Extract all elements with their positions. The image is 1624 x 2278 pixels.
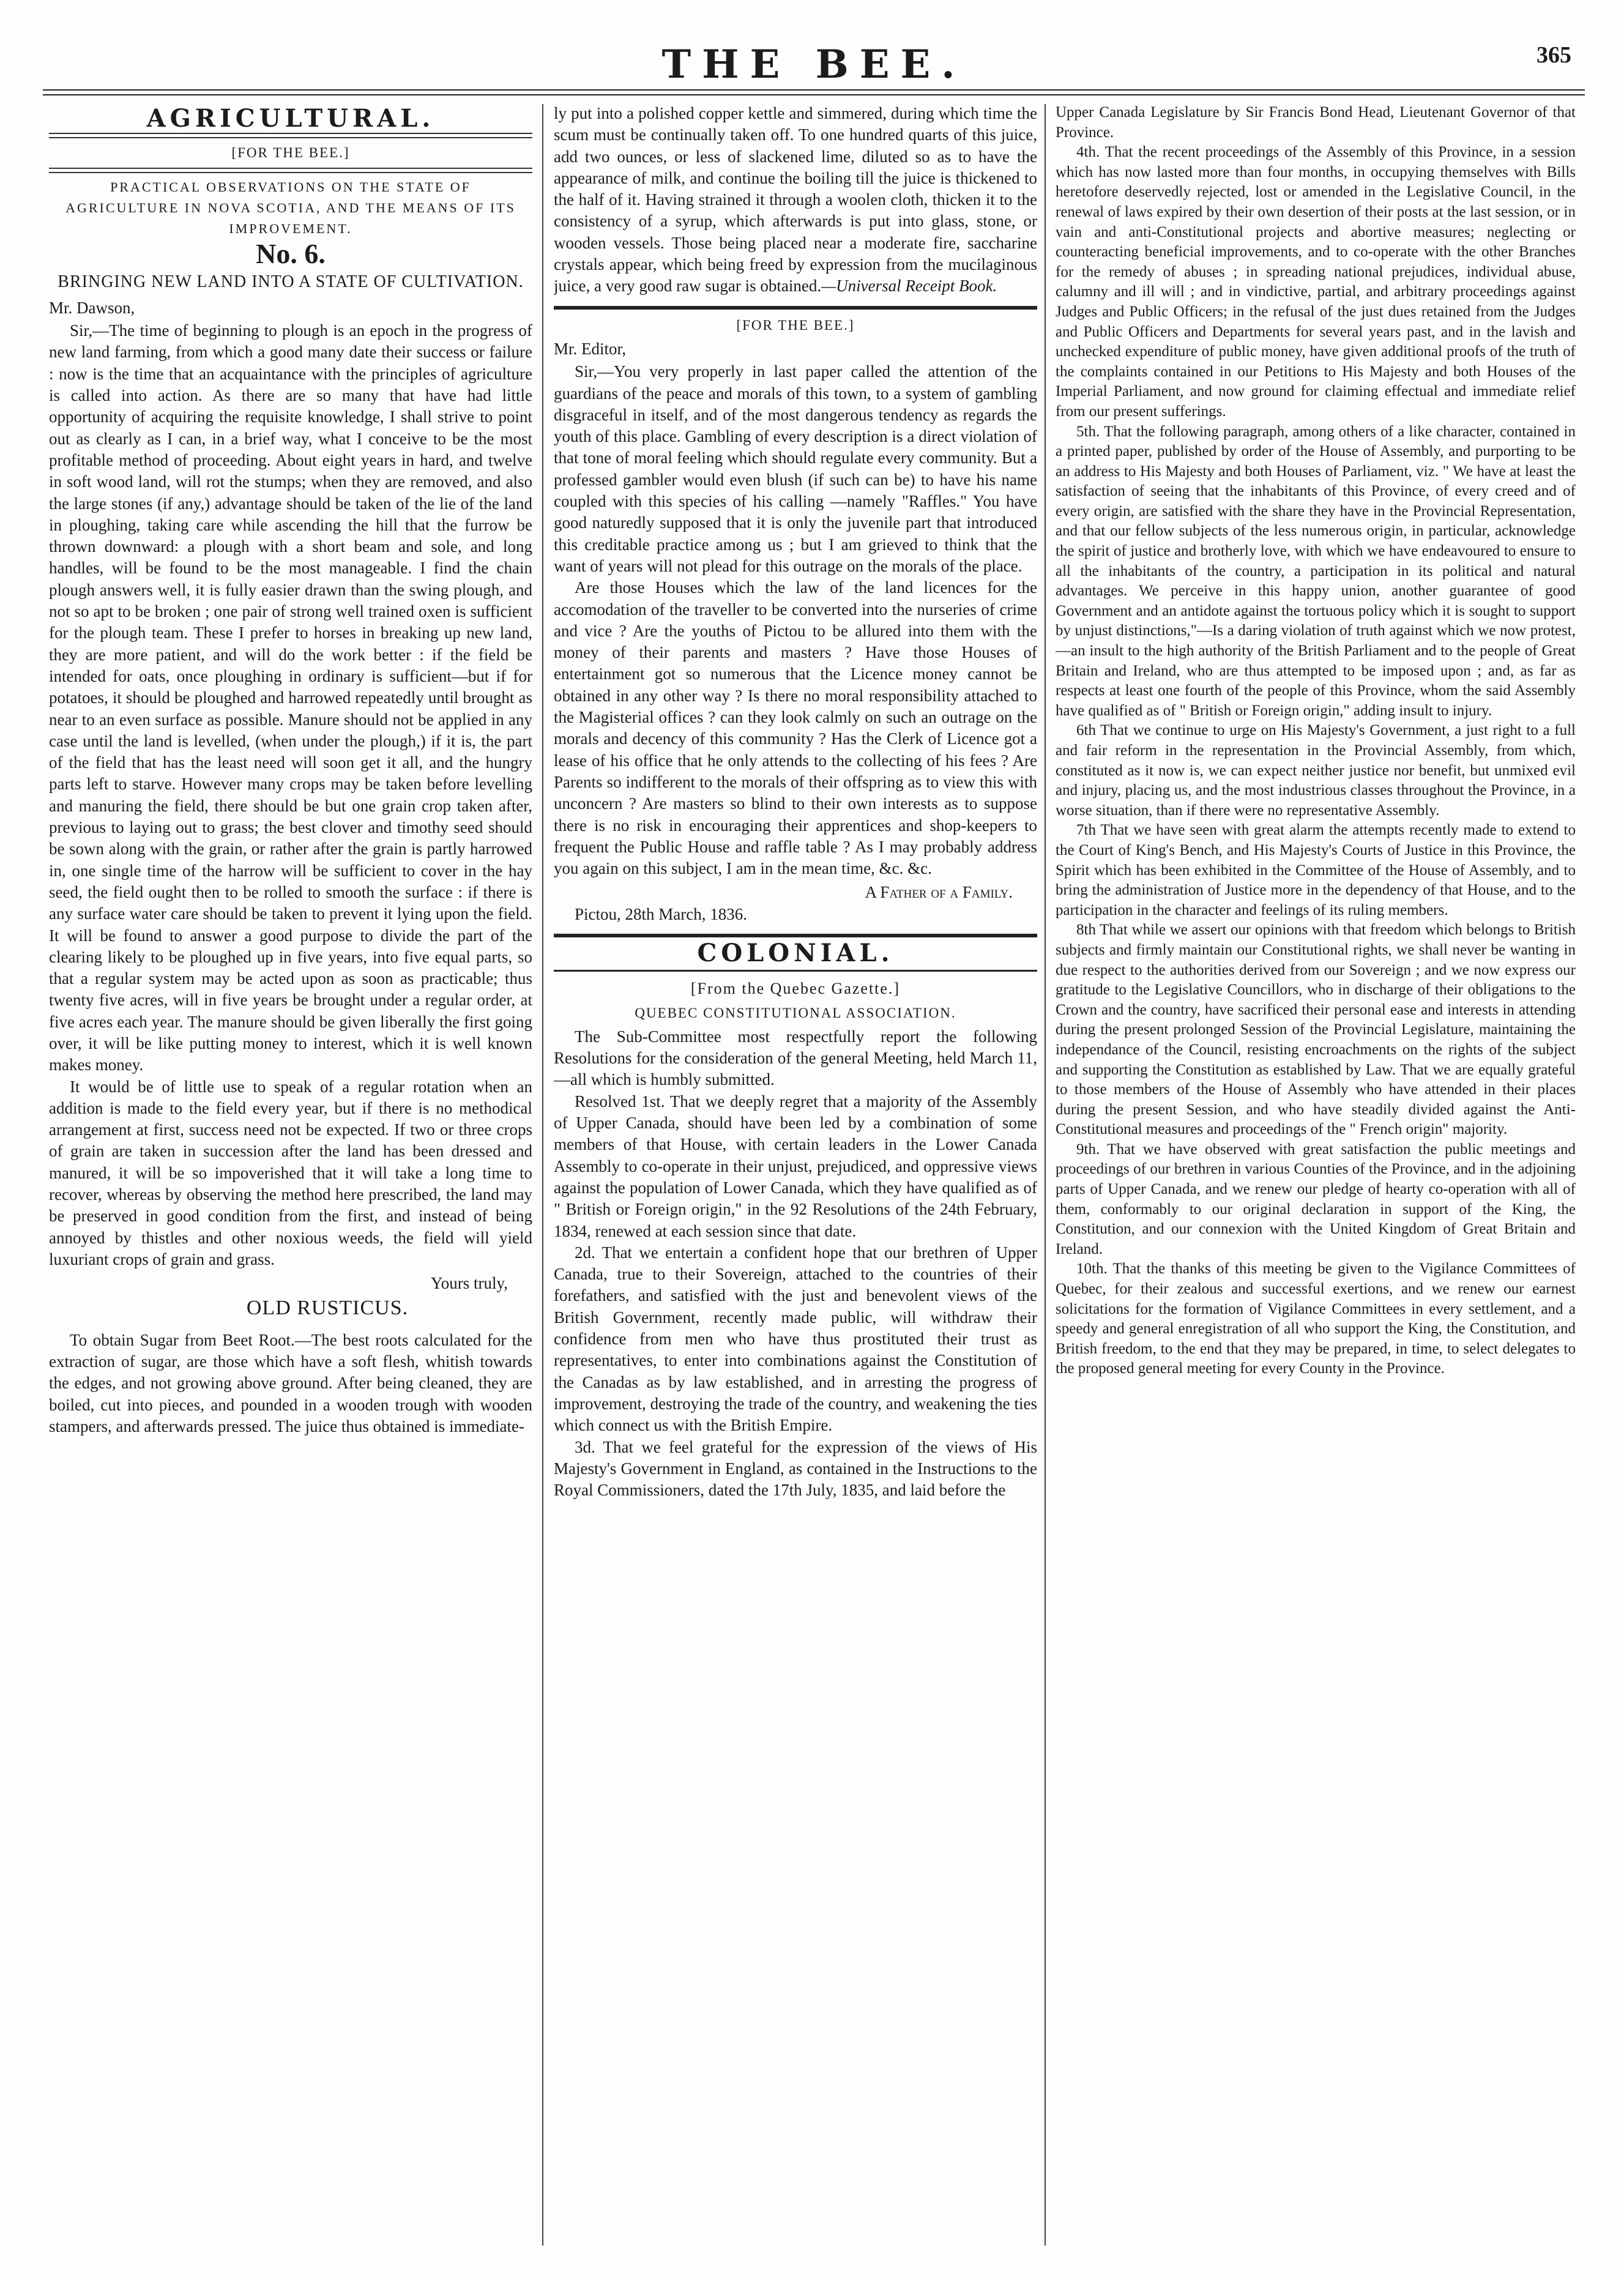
- resolution: 7th That we have seen with great alarm the attempts recently made to extend to the Court of King's Bench, and His Majesty's Courts of Justice in this Province, the Spirit which has been exhibited in the Committee of the House of Assembly, and to bring the administration of Justice more in the dependency of that House, and to the participation in the character and feelings of its ruling members.: [1056, 822, 1576, 918]
- section-rule: [554, 934, 1037, 937]
- sugar-source: —Universal Receipt Book.: [821, 277, 997, 296]
- masthead-rule: [43, 89, 1585, 95]
- section-title-agricultural: AGRICULTURAL.: [146, 104, 435, 133]
- resolution: 4th. That the recent proceedings of the Assembly of this Province, in a session which has now lasted more than four months, in occupying themselves with Bills heretofore deservedly rejected, lost or amended in the Legislative Council, in the renewal of laws expired by their own desertion of their posts at the last session, or in vain and anti-Constitutional projects and abortive measures; neglecting or counteracting beneficial improvements, and to co-operate with the other Branches for the remedy of abuses ; in spreading national prejudices, individual abuse, calumny and ill will ; and in vindictive, partial, and arbitrary proceedings against Judges and Public Officers; in the refusal of the just dues retained from the Judges and Public Officers and Departments for several years past, and in the lavish and unchecked expenditure of public money, have given additional proofs of the truth of the complaints contained in our Petitions to His Majesty and both Houses of the Imperial Parliament, and now ground for claiming effectual and immediate relief from our present sufferings.: [1056, 144, 1576, 420]
- double-rule: [49, 168, 532, 173]
- column-1: [49, 103, 532, 2263]
- page-number: 365: [1536, 42, 1571, 68]
- resolution: 2d. That we entertain a confident hope that our brethren of Upper Canada, true to their Sovereign, attached to the countries of their forefathers, and satisfied with the just and benevolent views of the British Government, recently made public, will withdraw their confidence from men who have thus prostituted their trust as representatives, to enter into combinations against the Constitution of the Canadas as by law established, and in arresting the progress of improvement, destroying the trade of the country, and weakening the ties which connect us with the British Empire.: [554, 1243, 1037, 1435]
- resolution: 8th That while we assert our opinions with that freedom which belongs to British subjects and firmly maintain our Constitutional rights, we shall never be wanting in due respect to the authorities derived from our Sovereign ; and we now express our gratitude to the Legislative Councillors, who in discharge of their obligations to the Crown and the country, have sacrificed their personal ease and interests in attending during the present prolonged Session of the Provincial Legislature, maintaining the independance of the Council, resisting encroachments on the rights of the subject and supporting the Constitution as established by Law. That we are equally grateful to those members of the House of Assembly who have attended in their places during the present Session, and who have steadily divided against the Anti-Constitutional measures and proceedings of the " French origin" majority.: [1056, 921, 1576, 1138]
- double-rule: [49, 133, 532, 138]
- resolution: 5th. That the following paragraph, among others of a like character, contained in a printed paper, published by order of the House of Assembly, and purporting to be an address to His Majesty and both Houses of Parliament, viz. " We have at least the satisfaction of seeing that the inhabitants of this Province, of every creed and of every origin, are satisfied with the share they have in the Provincial Representation, and that our fellow subjects of the less numerous origin, in particular, acknowledge the spirit of justice and brotherly love, with which we have endeavoured to ensure to all the inhabitants of the country, a participation in its political and natural advantages. We perceive in this happy union, another guarantee of good Government and an antidote against the tortuous policy which it is sought to support by unjust distinctions,"—Is a daring violation of truth against which we now protest,—an insult to the high authority of the British Parliament and to the people of Great Britain and Ireland, who are thus attempted to be imposed upon ; and, as far as respects at least one fourth of the people of this Province, whom the said Assembly have qualified as of " British or Foreign origin," adding insult to injury.: [1056, 423, 1576, 719]
- closing: Yours truly,: [430, 1274, 508, 1293]
- newspaper-title: THE BEE.: [661, 42, 966, 87]
- resolution: 10th. That the thanks of this meeting be given to the Vigilance Committees of Quebec, for their zealous and successful exertions, and we renew our earnest solicitations for the formation of Vigilance Committees in every settlement, and a speedy and general enregistration of all who support the King, the Constitution, and British freedom, to the end that they may be prepared, in time, to select delegates to the proposed general meeting for every County in the Province.: [1056, 1260, 1576, 1377]
- resolution: 3d. That we feel grateful for the expression of the views of His Majesty's Government in England, as contained in the Instructions to the Royal Commissioners, dated the 17th July, 1835, and laid before the: [554, 1437, 1037, 1500]
- letter-signature: A Father of a Family.: [865, 883, 1013, 902]
- article-paragraph: It would be of little use to speak of a regular rotation when an addition is made to the field every year, but if there is no methodical arrangement at first, success need not be expected. If two or three crops of grain are taken in succession after the land has been dressed and manured, it will be so impoverished that it will take a long time to recover, whereas by observing the method here prescribed, the land may be preserved in good condition from the first, and instead of being annoyed by thistles and other noxious weeds, the field will yield luxuriant crops of grain and grass.: [49, 1077, 532, 1268]
- association-heading: QUEBEC CONSTITUTIONAL ASSOCIATION.: [635, 1005, 956, 1021]
- sugar-continued: ly put into a polished copper kettle and simmered, during which time the scum must be continually taken off. To one hundred quarts of this juice, add two ounces, or less of slackened lime, diluted so as to have the appearance of milk, and continue the boiling till the juice is thickened to the half of it. Having strained it through a woolen cloth, thicken it to the consistency of a syrup, which afterwards is put into glass, stone, or wooden vessels. Those being placed near a moderate fire, saccharine crystals appear, which being freed by expression from the mucilaginous juice, a very good raw sugar is obtained.—Universal Receipt Book.: [554, 104, 1037, 296]
- column-divider: [542, 104, 543, 2246]
- salutation: Mr. Dawson,: [49, 298, 135, 317]
- resolution: 9th. That we have observed with great satisfaction the public meetings and proceedings of our brethren in various Counties of the Province, and in the adjoining parts of Upper Canada, and we renew our pledge of hearty co-operation with all of them, conformably to our original declaration in support of the King, the Constitution, and our connexion with the United Kingdom of Great Britain and Ireland.: [1056, 1141, 1576, 1257]
- masthead: [43, 35, 1585, 97]
- resolution: 6th That we continue to urge on His Majesty's Government, a just right to a full and fair reform in the representation in the Provincial Assembly, from which, constituted as it now is, we can expect neither justice nor benefit, but unmixed evil and injury, placing us, and the most industrious classes throughout the Province, in a worse situation, than if there were no representative Assembly.: [1056, 722, 1576, 819]
- dateline: Pictou, 28th March, 1836.: [575, 904, 747, 923]
- for-the-bee-tag: [FOR THE BEE.]: [231, 145, 350, 161]
- column-divider: [1045, 104, 1046, 2246]
- article-subheading: BRINGING NEW LAND INTO A STATE OF CULTIVATION.: [58, 272, 524, 291]
- salutation: Mr. Editor,: [554, 339, 627, 358]
- resolution-continued: Upper Canada Legislature by Sir Francis Bond Head, Lieutenant Governor of that Province.: [1056, 104, 1576, 141]
- letter-paragraph: Are those Houses which the law of the land licences for the accomodation of the traveller to be converted into the nurseries of crime and vice ? Are the youths of Pictou to be allured into them with the money of their parents and masters ? Have those Houses of entertainment got so numerous that the Licence money cannot be obtained in any other way ? Is there no moral responsibility attached to the Magisterial offices ? can they look calmly on such an outrage on the morals and decency of this community ? Has the Clerk of Licence got a lease of his office that he only attends to the collecting of his fees ? Are Parents so indifferent to the morals of their offspring as to view this with unconcern ? Are masters so blind to their own interests as to suppose there is no risk in encouraging their apprentices and shop-keepers to frequent the Public House and raffle table ? As I may probably address you again on this subject, I am in the mean time, &c. &c.: [554, 578, 1037, 878]
- article-paragraph: Sir,—The time of beginning to plough is an epoch in the progress of new land farming, from which a good many date their success or failure : now is the time that an acquaintance with the principles of agriculture is called into action. As there are so many that have had little opportunity of acquiring the requisite knowledge, I shall strive to point out as clearly as I can, in a brief way, what I conceive to be the most profitable method of proceeding. About eight years in hard, and twelve in soft wood land, will rot the stumps; when they are removed, and also the large stones (if any,) advantage should be taken of the lie of the land in ploughing, taking care while ascending the hill that the furrow be thrown downward: a plough with a short beam and sole, and long handles, will be found to be the most manageable. I find the chain plough answers well, it is fully easier drawn than the swing plough, and not so apt to be broken ; one pair of strong well trained oxen is sufficient for the plough team. These I prefer to horses in breaking up new land, they are more patient, and will do the work better : if the field be intended for oats, once ploughing in ordinary is sufficient—but if for potatoes, it should be ploughed and harrowed repeatedly until brought as near to an even surface as possible. Manure should not be applied in any case until the land is levelled, (when under the plough,) if it is, the part of the field that has the least need will soon get it all, and the hungry parts left to starve. However many crops may be taken before levelling and manuring the field, there should be but one grain crop taken after, previous to laying out to grass; the best clover and timothy seed should be sown along with the grain, or rather after the grain is partly harrowed in, one single time of the harrow will be sufficient to cover in the hay seed, the field ought then to be rolled to smooth the surface : if there is any surface water care should be taken to prevent it lying upon the field. It will be found to answer a good purpose to divide the part of the clearing likely to be ploughed up in five years, into five equal parts, so that a regular system may be acted upon as soon as practicable; thus twenty five acres, will in five years be brought under a regular order, at five acres each year. The manure should be given liberally the first going over, it will be like putting money to interest, which it is well known makes money.: [49, 321, 532, 1074]
- column-3: [1056, 103, 1576, 2263]
- source-tag: [From the Quebec Gazette.]: [690, 980, 901, 998]
- section-rule: [554, 970, 1037, 972]
- for-the-bee-tag: [FOR THE BEE.]: [736, 317, 855, 333]
- letter-paragraph: Sir,—You very properly in last paper called the attention of the guardians of the peace and morals of this town, to a system of gambling disgraceful in itself, and of the most dangerous tendency as regards the youth of this place. Gambling of every description is a direct violation of that tone of moral feeling which should regulate every community. But a professed gambler would even blush (if such can be) to have his name coupled with this species of his calling —namely "Raffles." You have good naturedly supposed that it is only the juvenile part that introduced this creditable practice among us ; but I am grieved to think that the want of years will not plead for this outrage on the morals of the place.: [554, 362, 1037, 575]
- article-lead: PRACTICAL OBSERVATIONS ON THE STATE OF AGRICULTURE IN NOVA SCOTIA, AND THE MEANS OF ITS IMPROVEMENT.: [65, 179, 516, 236]
- report-intro: The Sub-Committee most respectfully report the following Resolutions for the consideration of the general Meeting, held March 11,—all which is humbly submitted.: [554, 1027, 1037, 1089]
- sugar-paragraph: To obtain Sugar from Beet Root.—The best roots calculated for the extraction of sugar, are those which have a soft flesh, whitish towards the edges, and not growing above ground. After being cleaned, they are boiled, cut into pieces, and pounded in a wooden trough with wooden stampers, and afterwards pressed. The juice thus obtained is immediate-: [49, 1330, 532, 1436]
- signature: OLD RUSTICUS.: [246, 1296, 409, 1319]
- section-title-colonial: COLONIAL.: [697, 938, 894, 967]
- resolution: Resolved 1st. That we deeply regret that a majority of the Assembly of Upper Canada, should have been led by a combination of some members of that House, with certain leaders in the Lower Canada Assembly to co-operate in their unjust, prejudiced, and oppressive views against the population of Lower Canada, which they have qualified as of " British or Foreign origin," in the 92 Resolutions of the 24th February, 1834, renewed at each session since that date.: [554, 1092, 1037, 1240]
- section-rule: [554, 306, 1037, 310]
- article-number: No. 6.: [256, 237, 326, 269]
- column-2: [554, 103, 1037, 2263]
